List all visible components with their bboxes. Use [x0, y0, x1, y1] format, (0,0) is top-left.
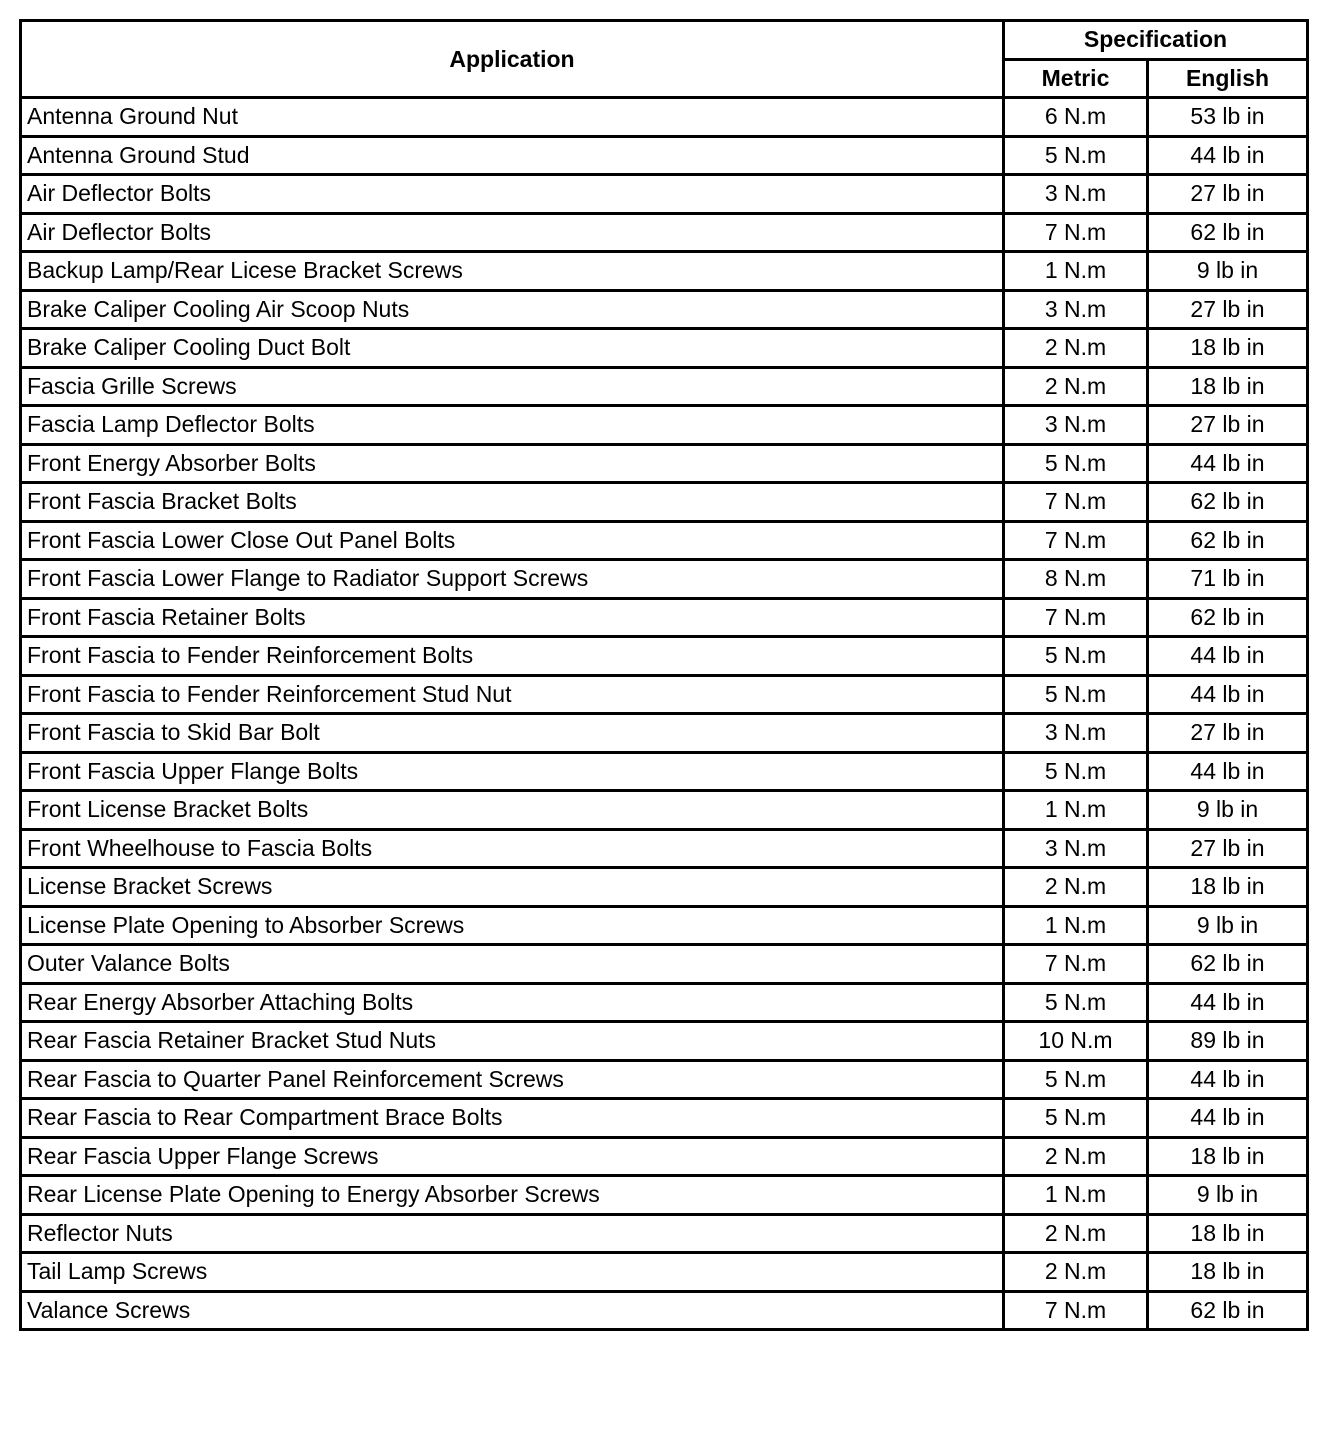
table-row	[21, 906, 1308, 945]
metric-cell: 2 N.m	[1004, 329, 1148, 368]
table-header	[21, 21, 1308, 98]
metric-cell: 7 N.m	[1004, 483, 1148, 522]
table-row	[21, 136, 1308, 175]
table-row	[21, 406, 1308, 445]
application-header: Application	[21, 21, 1004, 98]
english-cell: 44 lb in	[1148, 752, 1308, 791]
application-cell: Front Fascia Upper Flange Bolts	[21, 752, 1004, 791]
table-row	[21, 329, 1308, 368]
table-row	[21, 252, 1308, 291]
metric-cell: 1 N.m	[1004, 791, 1148, 830]
metric-cell: 8 N.m	[1004, 560, 1148, 599]
application-cell: Front Fascia to Skid Bar Bolt	[21, 714, 1004, 753]
table-row	[21, 945, 1308, 984]
header-row-top	[21, 21, 1308, 60]
english-cell: 9 lb in	[1148, 791, 1308, 830]
english-cell: 62 lb in	[1148, 598, 1308, 637]
application-cell: Antenna Ground Stud	[21, 136, 1004, 175]
english-cell: 18 lb in	[1148, 329, 1308, 368]
table-row	[21, 444, 1308, 483]
fastener-torque-table	[19, 19, 1309, 1331]
metric-cell: 7 N.m	[1004, 598, 1148, 637]
table-row	[21, 367, 1308, 406]
english-cell: 18 lb in	[1148, 367, 1308, 406]
specification-header: Specification	[1004, 21, 1308, 60]
application-cell: Front License Bracket Bolts	[21, 791, 1004, 830]
metric-cell: 7 N.m	[1004, 213, 1148, 252]
metric-cell: 10 N.m	[1004, 1022, 1148, 1061]
english-cell: 71 lb in	[1148, 560, 1308, 599]
application-cell: Front Fascia Lower Flange to Radiator Support Screws	[21, 560, 1004, 599]
application-cell: Front Fascia to Fender Reinforcement Bolts	[21, 637, 1004, 676]
english-cell: 27 lb in	[1148, 175, 1308, 214]
metric-header: Metric	[1004, 59, 1148, 98]
english-cell: 27 lb in	[1148, 406, 1308, 445]
english-cell: 44 lb in	[1148, 444, 1308, 483]
application-cell: Tail Lamp Screws	[21, 1253, 1004, 1292]
metric-cell: 7 N.m	[1004, 945, 1148, 984]
english-cell: 27 lb in	[1148, 714, 1308, 753]
application-cell: Fascia Grille Screws	[21, 367, 1004, 406]
table-row	[21, 175, 1308, 214]
application-cell: Backup Lamp/Rear Licese Bracket Screws	[21, 252, 1004, 291]
table-row	[21, 675, 1308, 714]
application-cell: Reflector Nuts	[21, 1214, 1004, 1253]
metric-cell: 3 N.m	[1004, 714, 1148, 753]
english-cell: 44 lb in	[1148, 1060, 1308, 1099]
application-cell: Front Fascia to Fender Reinforcement Stud Nut	[21, 675, 1004, 714]
application-cell: Rear Fascia Upper Flange Screws	[21, 1137, 1004, 1176]
english-cell: 18 lb in	[1148, 1253, 1308, 1292]
table-row	[21, 1137, 1308, 1176]
application-cell: License Bracket Screws	[21, 868, 1004, 907]
table-row	[21, 598, 1308, 637]
metric-cell: 1 N.m	[1004, 1176, 1148, 1215]
table-row	[21, 290, 1308, 329]
english-cell: 89 lb in	[1148, 1022, 1308, 1061]
application-cell: Front Fascia Retainer Bolts	[21, 598, 1004, 637]
application-cell: Front Fascia Bracket Bolts	[21, 483, 1004, 522]
english-cell: 18 lb in	[1148, 1214, 1308, 1253]
application-cell: Air Deflector Bolts	[21, 213, 1004, 252]
english-cell: 44 lb in	[1148, 675, 1308, 714]
english-cell: 18 lb in	[1148, 868, 1308, 907]
table-row	[21, 791, 1308, 830]
metric-cell: 3 N.m	[1004, 406, 1148, 445]
english-cell: 27 lb in	[1148, 829, 1308, 868]
english-cell: 44 lb in	[1148, 1099, 1308, 1138]
metric-cell: 5 N.m	[1004, 1099, 1148, 1138]
table-row	[21, 637, 1308, 676]
metric-cell: 7 N.m	[1004, 1291, 1148, 1330]
english-cell: 9 lb in	[1148, 252, 1308, 291]
application-cell: Valance Screws	[21, 1291, 1004, 1330]
application-cell: Rear Fascia Retainer Bracket Stud Nuts	[21, 1022, 1004, 1061]
table-row	[21, 1176, 1308, 1215]
english-cell: 62 lb in	[1148, 1291, 1308, 1330]
application-cell: Front Fascia Lower Close Out Panel Bolts	[21, 521, 1004, 560]
english-cell: 44 lb in	[1148, 136, 1308, 175]
english-cell: 9 lb in	[1148, 1176, 1308, 1215]
table-row	[21, 1099, 1308, 1138]
table-row	[21, 98, 1308, 137]
table-row	[21, 560, 1308, 599]
application-cell: Brake Caliper Cooling Duct Bolt	[21, 329, 1004, 368]
metric-cell: 2 N.m	[1004, 367, 1148, 406]
application-cell: Front Wheelhouse to Fascia Bolts	[21, 829, 1004, 868]
table-body	[21, 98, 1308, 1330]
metric-cell: 3 N.m	[1004, 290, 1148, 329]
metric-cell: 1 N.m	[1004, 906, 1148, 945]
metric-cell: 5 N.m	[1004, 983, 1148, 1022]
english-cell: 62 lb in	[1148, 483, 1308, 522]
metric-cell: 5 N.m	[1004, 136, 1148, 175]
english-cell: 53 lb in	[1148, 98, 1308, 137]
metric-cell: 5 N.m	[1004, 637, 1148, 676]
table-row	[21, 483, 1308, 522]
table-row	[21, 1060, 1308, 1099]
application-cell: Outer Valance Bolts	[21, 945, 1004, 984]
metric-cell: 5 N.m	[1004, 675, 1148, 714]
english-header: English	[1148, 59, 1308, 98]
application-cell: Fascia Lamp Deflector Bolts	[21, 406, 1004, 445]
application-cell: Rear Fascia to Rear Compartment Brace Bolts	[21, 1099, 1004, 1138]
metric-cell: 7 N.m	[1004, 521, 1148, 560]
metric-cell: 3 N.m	[1004, 175, 1148, 214]
english-cell: 9 lb in	[1148, 906, 1308, 945]
application-cell: Antenna Ground Nut	[21, 98, 1004, 137]
table-row	[21, 1253, 1308, 1292]
table-row	[21, 1214, 1308, 1253]
application-cell: License Plate Opening to Absorber Screws	[21, 906, 1004, 945]
application-cell: Front Energy Absorber Bolts	[21, 444, 1004, 483]
table-row	[21, 983, 1308, 1022]
metric-cell: 2 N.m	[1004, 1214, 1148, 1253]
table-row	[21, 1291, 1308, 1330]
metric-cell: 3 N.m	[1004, 829, 1148, 868]
table-row	[21, 714, 1308, 753]
application-cell: Rear License Plate Opening to Energy Absorber Screws	[21, 1176, 1004, 1215]
application-cell: Brake Caliper Cooling Air Scoop Nuts	[21, 290, 1004, 329]
english-cell: 27 lb in	[1148, 290, 1308, 329]
table-row	[21, 213, 1308, 252]
application-cell: Rear Fascia to Quarter Panel Reinforcement Screws	[21, 1060, 1004, 1099]
english-cell: 18 lb in	[1148, 1137, 1308, 1176]
english-cell: 62 lb in	[1148, 213, 1308, 252]
english-cell: 62 lb in	[1148, 945, 1308, 984]
metric-cell: 5 N.m	[1004, 444, 1148, 483]
metric-cell: 6 N.m	[1004, 98, 1148, 137]
english-cell: 44 lb in	[1148, 637, 1308, 676]
metric-cell: 2 N.m	[1004, 868, 1148, 907]
metric-cell: 5 N.m	[1004, 752, 1148, 791]
metric-cell: 1 N.m	[1004, 252, 1148, 291]
metric-cell: 2 N.m	[1004, 1137, 1148, 1176]
table-row	[21, 868, 1308, 907]
table-row	[21, 1022, 1308, 1061]
metric-cell: 5 N.m	[1004, 1060, 1148, 1099]
table-row	[21, 752, 1308, 791]
application-cell: Air Deflector Bolts	[21, 175, 1004, 214]
english-cell: 62 lb in	[1148, 521, 1308, 560]
application-cell: Rear Energy Absorber Attaching Bolts	[21, 983, 1004, 1022]
english-cell: 44 lb in	[1148, 983, 1308, 1022]
table-row	[21, 829, 1308, 868]
metric-cell: 2 N.m	[1004, 1253, 1148, 1292]
table-row	[21, 521, 1308, 560]
